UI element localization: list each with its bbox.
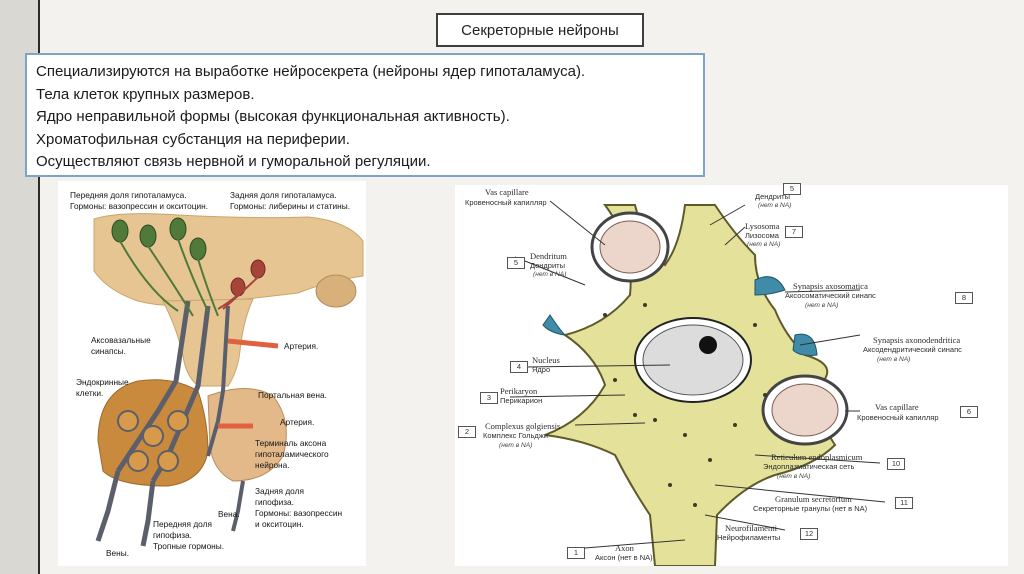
num-box-granulum: 11 — [895, 497, 913, 509]
label-synapsis-axodendritica-na: (нет в NA) — [877, 356, 911, 363]
label-synapsis-axosomatica-en: Synapsis axosomatica — [793, 281, 868, 291]
label-posterior-pituitary-2: гипофиза. — [255, 497, 294, 507]
label-complexus-na: (нет в NA) — [499, 442, 533, 449]
label-lysosoma-na: (нет в NA) — [747, 241, 781, 248]
label-axon-terminal-2: гипоталамического — [255, 449, 329, 459]
label-synapsis-axosomatica-na: (нет в NA) — [805, 302, 839, 309]
label-artery-mid: Артерия. — [280, 417, 315, 427]
label-posterior-pituitary-1: Задняя доля — [255, 486, 304, 496]
label-perikaryon-ru: Перикарион — [500, 396, 543, 405]
secretory-neuron-figure — [455, 185, 1008, 566]
info-line-2: Тела клеток крупных размеров. — [36, 85, 255, 103]
label-artery-top: Артерия. — [284, 341, 319, 351]
label-portal-vein: Портальная вена. — [258, 390, 327, 400]
label-vas-capillare-right-ru: Кровеносный капилляр — [857, 413, 939, 422]
label-complexus-ru: Комплекс Гольджи — [483, 431, 548, 440]
label-endocrine-2: клетки. — [76, 388, 104, 398]
label-dendrites-top-ru: Дендриты — [755, 192, 790, 201]
label-posterior-hypothalamus-1: Задняя доля гипоталамуса. — [230, 190, 337, 200]
info-line-3: Ядро неправильной формы (высокая функциональная активность). — [36, 108, 510, 125]
label-reticulum-en: Reticulum endoplasmicum — [771, 452, 863, 462]
num-box-nucleus: 4 — [510, 361, 528, 373]
info-line-5: Осуществляют связь нервной и гуморальной регуляции. — [36, 153, 431, 170]
label-vas-capillare-right-en: Vas capillare — [875, 402, 919, 412]
label-complexus-en: Complexus golgiensis — [485, 421, 561, 431]
num-box-dendritum: 5 — [507, 257, 525, 269]
label-lysosoma-ru: Лизосома — [745, 231, 779, 240]
hypothalamus-pituitary-figure — [58, 181, 366, 566]
label-vein-right: Вена. — [218, 509, 240, 519]
label-reticulum-na: (нет в NA) — [777, 473, 811, 480]
info-line-4: Хроматофильная субстанция на периферии. — [36, 130, 350, 148]
label-axon-terminal-1: Терминаль аксона — [255, 438, 327, 448]
label-neurofilamenti-ru: Нейрофиламенты — [717, 533, 781, 542]
num-box-vas-capillare-right: 6 — [960, 406, 978, 418]
label-synapsis-axosomatica-ru: Аксосоматический синапс — [785, 291, 876, 300]
label-perikaryon-en: Perikaryon — [500, 386, 538, 396]
num-box-reticulum: 10 — [887, 458, 905, 470]
label-posterior-pituitary-4: и окситоцин. — [255, 519, 304, 529]
label-dendritum-en: Dendritum — [530, 251, 567, 261]
slide-title-text: Секреторные нейроны — [461, 21, 619, 39]
num-box-perikaryon: 3 — [480, 392, 498, 404]
label-dendrites-top-na: (нет в NA) — [758, 202, 792, 209]
label-reticulum-ru: Эндоплазматическая сеть — [763, 462, 855, 471]
label-nucleus-ru: Ядро — [532, 365, 551, 374]
label-vein-bottom: Вены. — [106, 548, 129, 558]
num-box-neurofilamenti: 12 — [800, 528, 818, 540]
label-anterior-hypothalamus-1: Передняя доля гипоталамуса. — [70, 190, 187, 200]
slide-title — [436, 13, 644, 47]
label-axovasal-1: Аксовазальные — [91, 335, 151, 345]
num-box-axon: 1 — [567, 547, 585, 559]
label-anterior-pituitary-2: гипофиза. — [153, 530, 192, 540]
label-endocrine-1: Эндокринные — [76, 377, 129, 387]
label-axon-en: Axon — [615, 543, 634, 553]
label-dendritum-na: (нет в NA) — [533, 271, 567, 278]
info-box — [25, 53, 705, 177]
label-anterior-pituitary-1: Передняя доля — [153, 519, 212, 529]
label-anterior-pituitary-3: Тропные гормоны. — [153, 541, 225, 551]
neuron-illustration — [455, 185, 1008, 566]
num-box-dendrites-top: 5 — [783, 183, 801, 195]
num-box-synapsis-axosomatica: 8 — [955, 292, 973, 304]
num-box-lysosoma: 7 — [785, 226, 803, 238]
label-granulum-ru: Секреторные гранулы (нет в NA) — [753, 504, 868, 513]
num-box-complexus: 2 — [458, 426, 476, 438]
label-dendritum-ru: Дендриты — [530, 261, 565, 270]
label-nucleus-en: Nucleus — [532, 355, 560, 365]
label-axon-ru: Аксон (нет в NA) — [595, 553, 653, 562]
label-anterior-hypothalamus-2: Гормоны: вазопрессин и окситоцин. — [70, 201, 208, 211]
label-vas-capillare-top-ru: Кровеносный капилляр — [465, 198, 547, 207]
label-posterior-pituitary-3: Гормоны: вазопрессин — [255, 508, 343, 518]
label-granulum-en: Granulum secretorium — [775, 494, 852, 504]
label-lysosoma-en: Lysosoma — [745, 221, 780, 231]
info-line-1: Специализируются на выработке нейросекрета (нейроны ядер гипоталамуса). — [36, 63, 586, 80]
label-vas-capillare-top-en: Vas capillare — [485, 187, 529, 197]
label-synapsis-axodendritica-ru: Аксодендритический синапс — [863, 345, 962, 354]
label-neurofilamenti-en: Neurofilamenti — [725, 523, 777, 533]
label-synapsis-axodendritica-en: Synapsis axonodendritica — [873, 335, 961, 345]
label-posterior-hypothalamus-2: Гормоны: либерины и статины. — [230, 201, 351, 211]
label-axovasal-2: синапсы. — [91, 346, 126, 356]
label-axon-terminal-3: нейрона. — [255, 460, 290, 470]
